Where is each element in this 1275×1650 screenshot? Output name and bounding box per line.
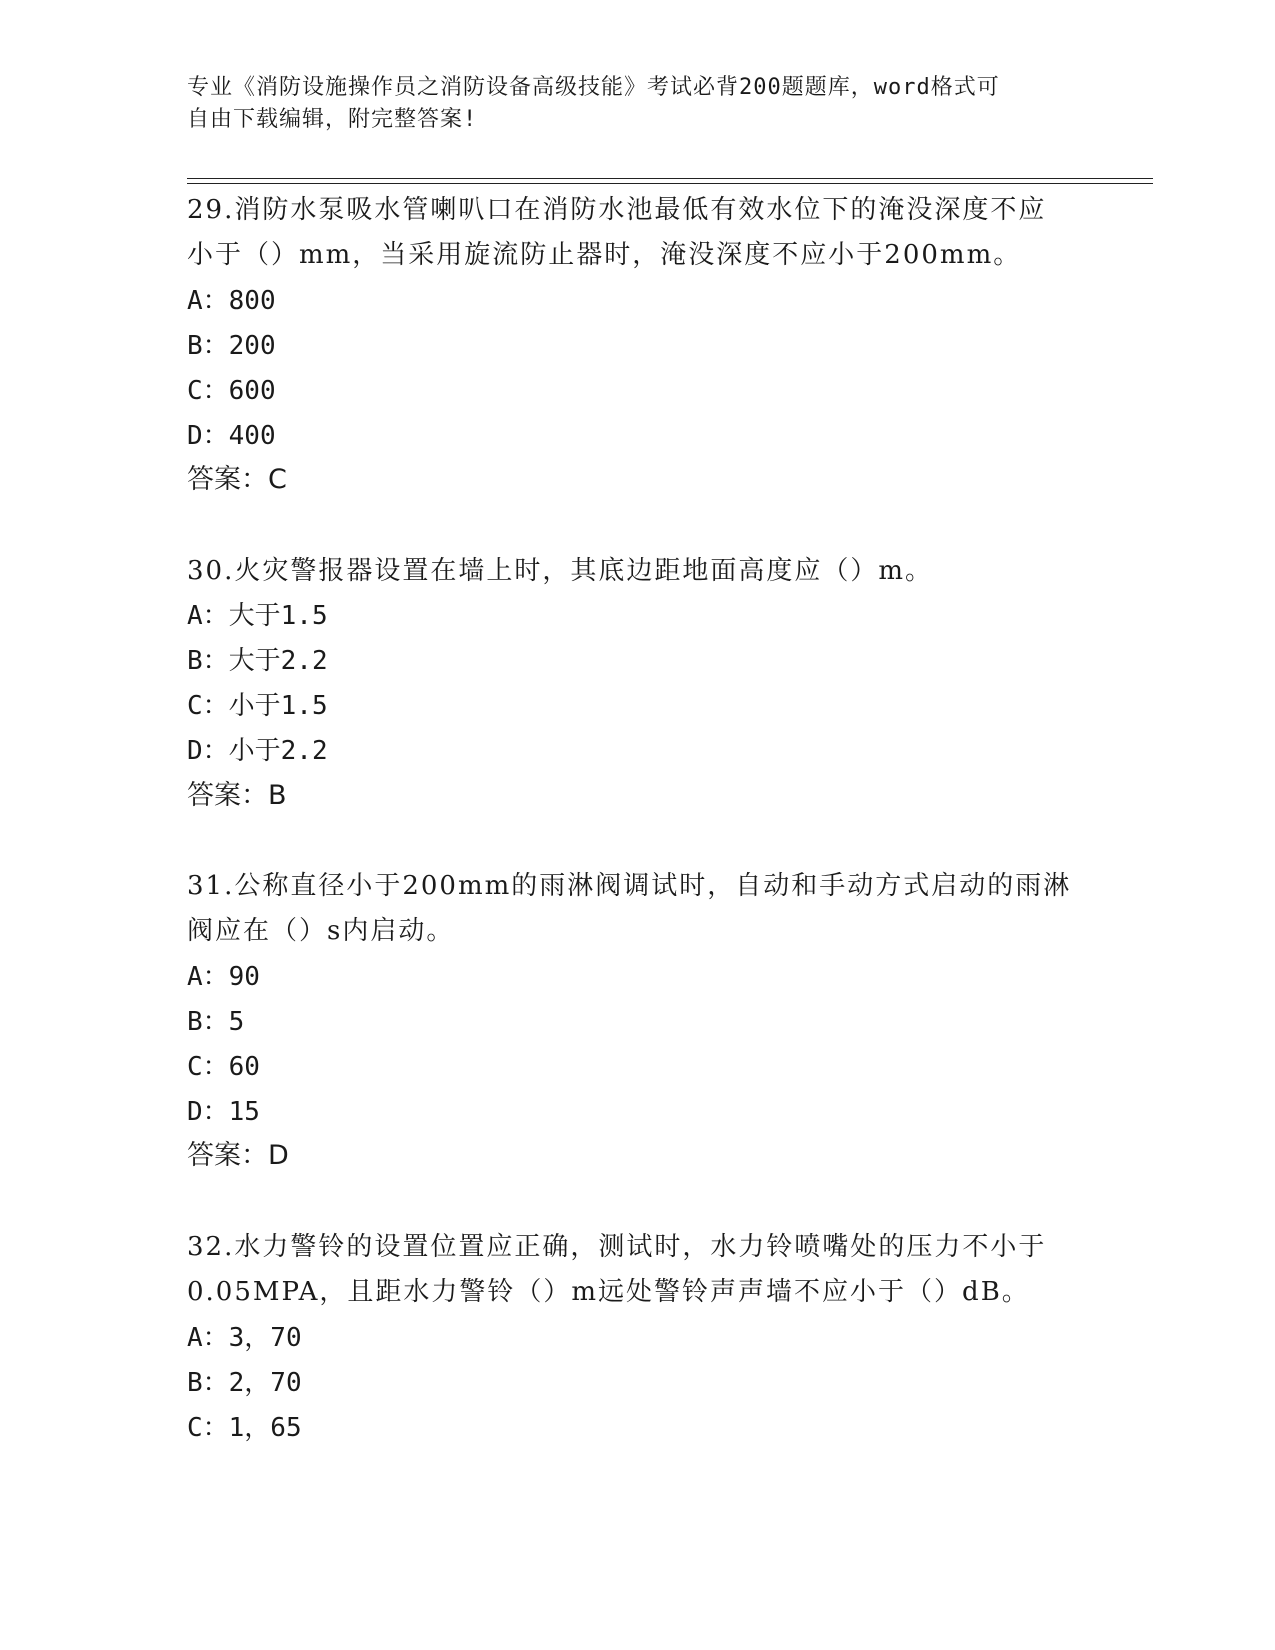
- question-30-option-a: A：大于1.5: [187, 601, 328, 631]
- question-30-text-line-1: 30.火灾警报器设置在墙上时，其底边距地面高度应（）m。: [187, 556, 934, 586]
- question-31-answer: 答案：D: [187, 1140, 289, 1171]
- question-31-option-c: C：60: [187, 1052, 260, 1082]
- header-line-2: 自由下载编辑，附完整答案!: [187, 107, 478, 132]
- document-header: [187, 72, 1067, 136]
- header-line-1: 专业《消防设施操作员之消防设备高级技能》考试必背200题题库，word格式可: [187, 75, 1000, 100]
- question-32-option-c: C：1，65: [187, 1413, 302, 1443]
- question-29-option-a: A：800: [187, 286, 276, 316]
- question-30-option-c: C：小于1.5: [187, 691, 328, 721]
- question-32-option-b: B：2，70: [187, 1368, 302, 1398]
- question-29-option-c: C：600: [187, 376, 276, 406]
- question-32-text-line-1: 32.水力警铃的设置位置应正确，测试时，水力铃喷嘴处的压力不小于: [187, 1232, 1047, 1262]
- question-30-option-d: D：小于2.2: [187, 736, 328, 766]
- question-30-answer: 答案：B: [187, 780, 287, 811]
- header-divider-bottom: [187, 183, 1153, 184]
- header-divider-top: [187, 178, 1153, 179]
- question-30-option-b: B：大于2.2: [187, 646, 328, 676]
- question-29-text-line-2: 小于（）mm，当采用旋流防止器时，淹没深度不应小于200mm。: [187, 240, 1022, 270]
- question-29-option-b: B：200: [187, 331, 276, 361]
- question-31-text-line-2: 阀应在（）s内启动。: [187, 916, 455, 946]
- question-29-option-d: D：400: [187, 421, 276, 451]
- question-29-answer: 答案：C: [187, 464, 287, 495]
- question-29-text-line-1: 29.消防水泵吸水管喇叭口在消防水池最低有效水位下的淹没深度不应: [187, 195, 1047, 225]
- question-31-option-a: A：90: [187, 962, 260, 992]
- question-31-text-line-1: 31.公称直径小于200mm的雨淋阀调试时，自动和手动方式启动的雨淋: [187, 871, 1072, 901]
- question-31-option-d: D：15: [187, 1097, 260, 1127]
- question-32-option-a: A：3，70: [187, 1323, 302, 1353]
- question-31-option-b: B：5: [187, 1007, 245, 1037]
- question-32-text-line-2: 0.05MPA，且距水力警铃（）m远处警铃声声墙不应小于（）dB。: [187, 1277, 1030, 1307]
